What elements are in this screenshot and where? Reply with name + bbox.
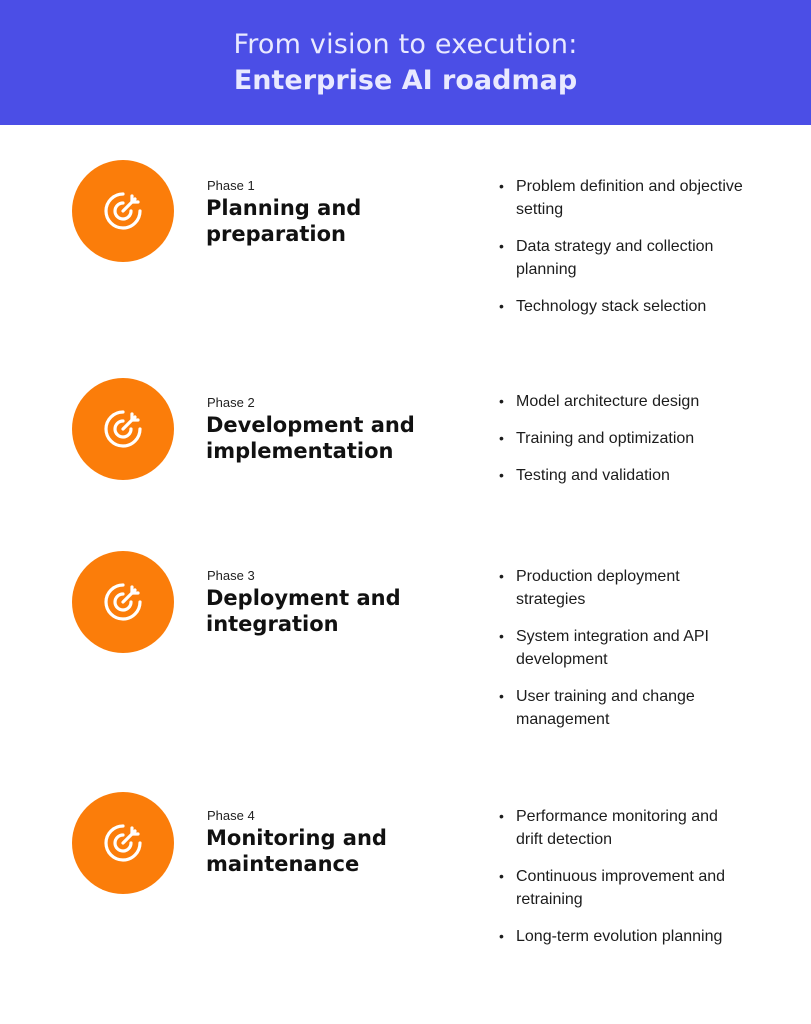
phase-label: Phase 4 (207, 808, 255, 823)
target-dart-icon (99, 819, 147, 867)
phase-title: Planning and preparation (206, 196, 362, 246)
list-item: • Production deployment strategies (497, 565, 747, 611)
list-item: • Testing and validation (497, 464, 747, 487)
list-item: • Performance monitoring and drift detection (497, 805, 747, 851)
header-title-line2: Enterprise AI roadmap (233, 64, 578, 96)
header-banner (0, 0, 811, 125)
phase-task-list (497, 175, 747, 332)
list-item: • Problem definition and objective setting (497, 175, 747, 221)
list-item: • Model architecture design (497, 390, 747, 413)
list-item: • Technology stack selection (497, 295, 747, 318)
phase-label: Phase 3 (207, 568, 255, 583)
phase-label: Phase 2 (207, 395, 255, 410)
list-item: • Data strategy and collection planning (497, 235, 747, 281)
list-item: • Continuous improvement and retraining (497, 865, 747, 911)
phase-task-list (497, 805, 747, 962)
phase-1-badge (72, 160, 174, 262)
phase-4-badge (72, 792, 174, 894)
phase-title: Deployment and integration (206, 586, 401, 636)
phase-task-list (497, 565, 747, 745)
phase-label: Phase 1 (207, 178, 255, 193)
target-dart-icon (99, 405, 147, 453)
list-item: • Training and optimization (497, 427, 747, 450)
list-item: • System integration and API development (497, 625, 747, 671)
phase-title: Development and implementation (206, 413, 415, 463)
phase-title: Monitoring and maintenance (206, 826, 387, 876)
header-title-line1: From vision to execution: (233, 28, 578, 60)
phase-2-badge (72, 378, 174, 480)
phase-task-list (497, 390, 747, 501)
target-dart-icon (99, 187, 147, 235)
phase-3-badge (72, 551, 174, 653)
target-dart-icon (99, 578, 147, 626)
list-item: • User training and change management (497, 685, 747, 731)
list-item: • Long-term evolution planning (497, 925, 747, 948)
